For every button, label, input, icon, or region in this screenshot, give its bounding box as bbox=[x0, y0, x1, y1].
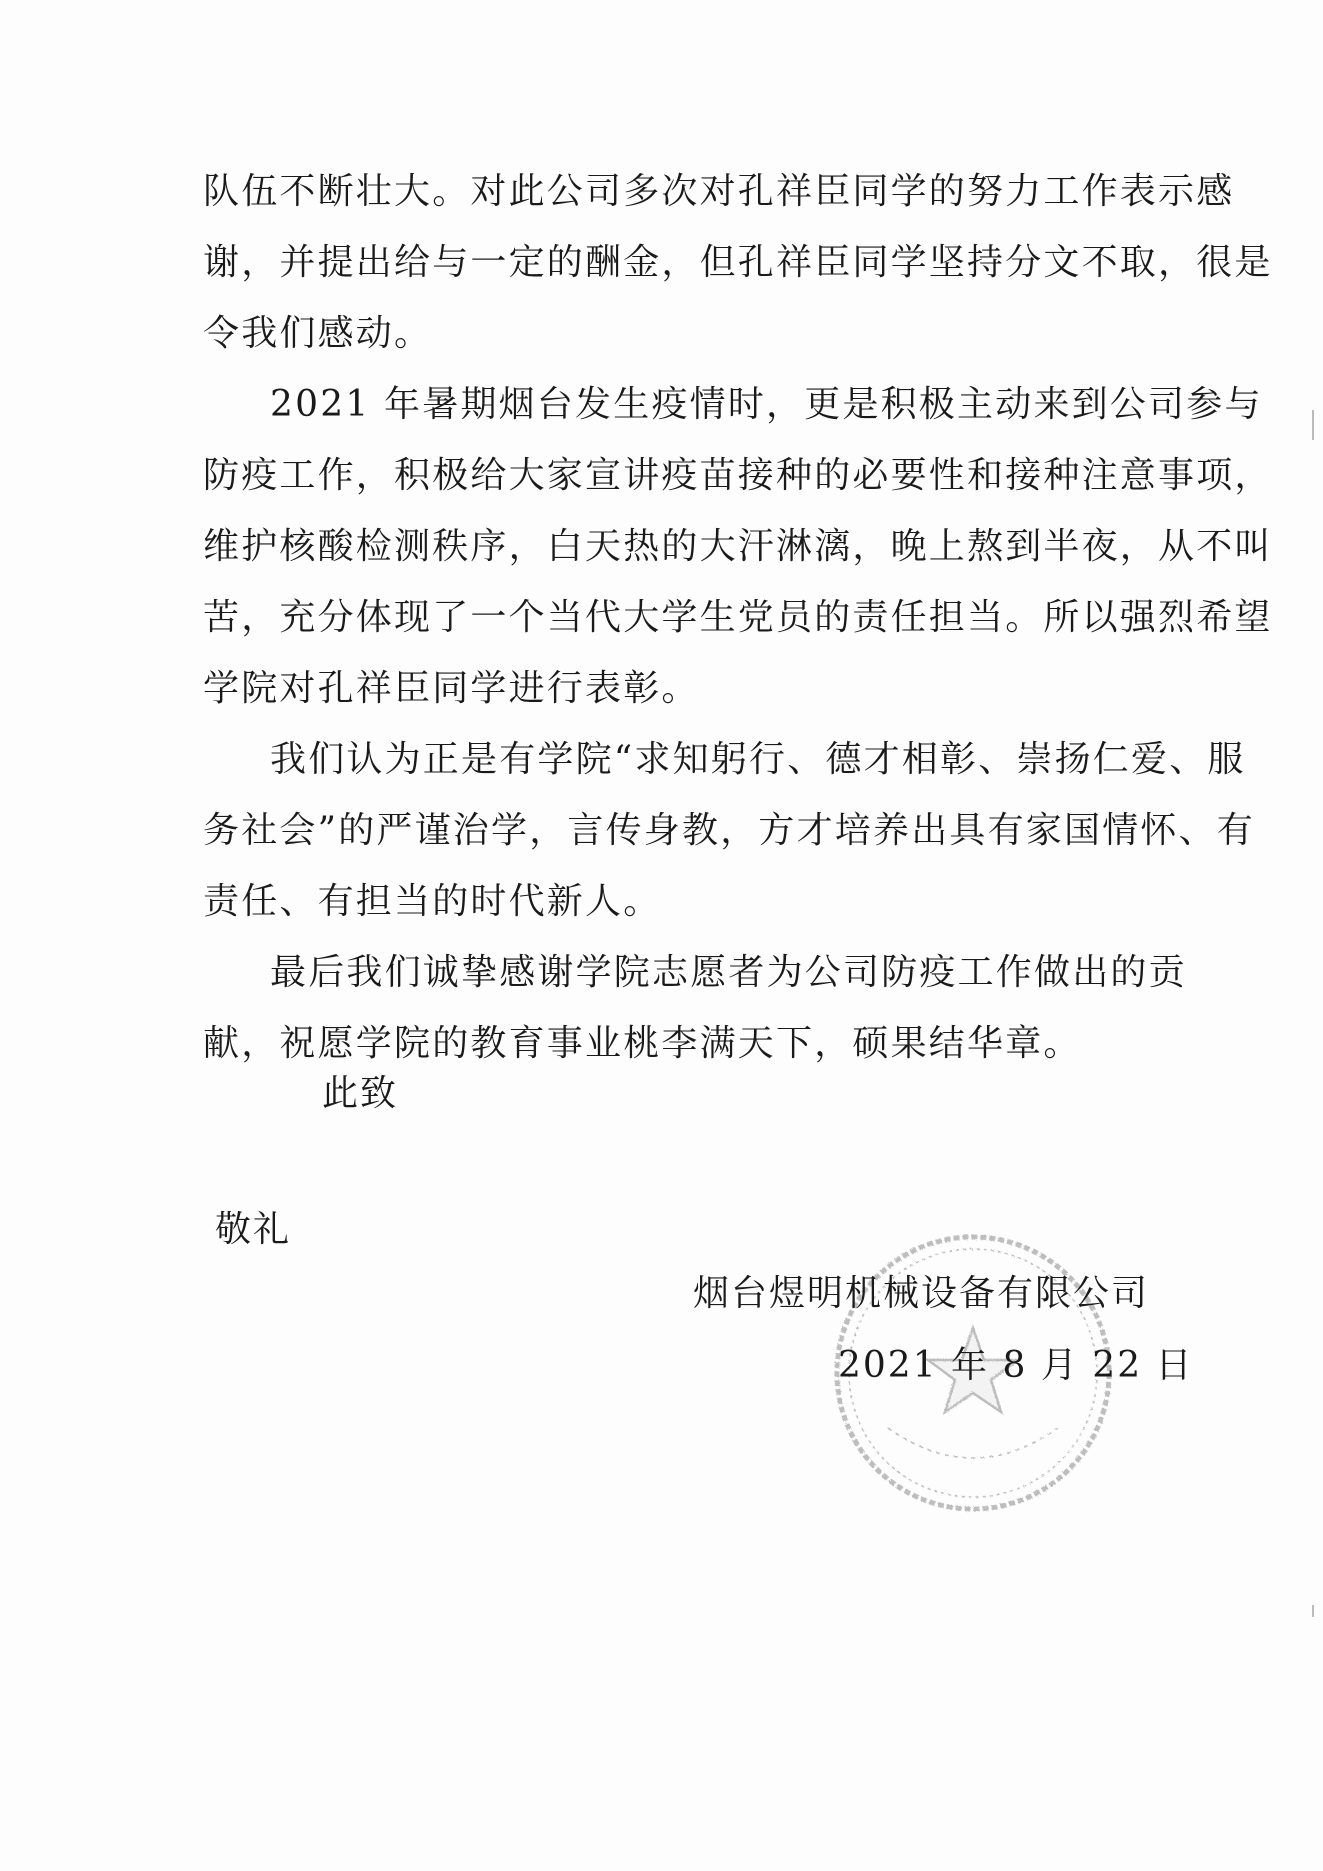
scan-edge-mark bbox=[1312, 410, 1314, 440]
body-line: 谢，并提出给与一定的酬金，但孔祥臣同学坚持分文不取，很是 bbox=[203, 242, 1273, 283]
body-line: 令我们感动。 bbox=[203, 313, 433, 354]
body-line: 防疫工作，积极给大家宣讲疫苗接种的必要性和接种注意事项， bbox=[203, 455, 1273, 496]
scan-edge-mark bbox=[1312, 1605, 1314, 1617]
signature-date: 2021 年 8 月 22 日 bbox=[838, 1345, 1194, 1386]
salutation: 敬礼 bbox=[215, 1209, 292, 1250]
body-line: 我们认为正是有学院“求知躬行、德才相彰、崇扬仁爱、服 bbox=[270, 739, 1246, 780]
body-line: 务社会”的严谨治学，言传身教，方才培养出具有家国情怀、有 bbox=[203, 810, 1256, 851]
body-line: 苦，充分体现了一个当代大学生党员的责任担当。所以强烈希望 bbox=[203, 597, 1273, 638]
body-line: 队伍不断壮大。对此公司多次对孔祥臣同学的努力工作表示感 bbox=[203, 171, 1235, 212]
closing-phrase: 此致 bbox=[322, 1073, 399, 1114]
signature-company: 烟台煜明机械设备有限公司 bbox=[693, 1273, 1150, 1314]
body-line: 2021 年暑期烟台发生疫情时，更是积极主动来到公司参与 bbox=[270, 384, 1263, 425]
body-line: 维护核酸检测秩序，白天热的大汗淋漓，晚上熬到半夜，从不叫 bbox=[203, 526, 1273, 567]
body-line: 责任、有担当的时代新人。 bbox=[203, 881, 662, 922]
body-line: 学院对孔祥臣同学进行表彰。 bbox=[203, 668, 700, 709]
body-line: 献，祝愿学院的教育事业桃李满天下，硕果结华章。 bbox=[203, 1023, 1082, 1064]
body-line: 最后我们诚挚感谢学院志愿者为公司防疫工作做出的贡 bbox=[270, 952, 1187, 993]
